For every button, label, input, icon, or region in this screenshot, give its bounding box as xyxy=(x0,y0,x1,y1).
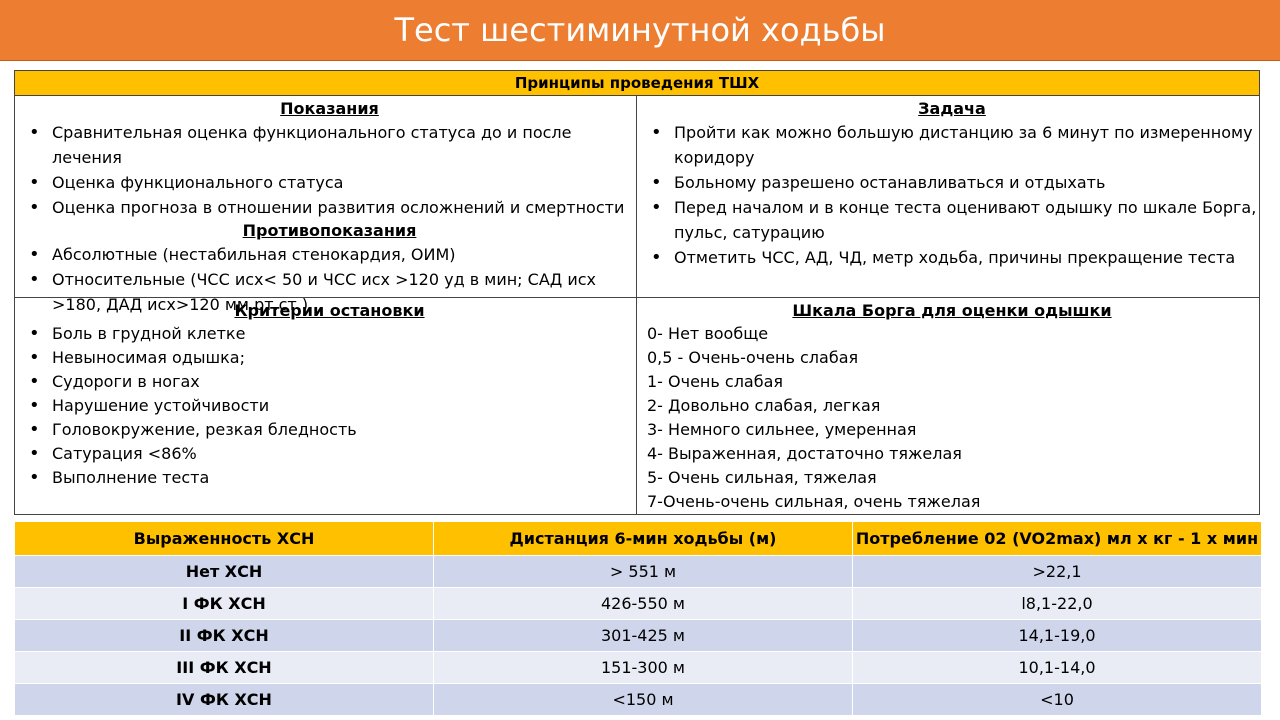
borg-title: Шкала Борга для оценки одышки xyxy=(792,301,1112,320)
task-cell xyxy=(637,96,1259,298)
list-item: • Нарушение устойчивости xyxy=(25,394,634,418)
table-row xyxy=(15,588,1262,620)
indications-title: Показания xyxy=(280,99,379,118)
table-cell: III ФК ХСН xyxy=(15,652,434,684)
list-item: • Сравнительная оценка функционального статуса до и после лечения xyxy=(25,120,634,170)
task-list xyxy=(647,120,1257,270)
list-item: • Абсолютные (нестабильная стенокардия, ОИМ) xyxy=(25,242,634,267)
task-title: Задача xyxy=(918,99,986,118)
borg-item: 7-Очень-очень сильная, очень тяжелая xyxy=(647,492,981,511)
page-title: Тест шестиминутной ходьбы xyxy=(394,11,886,49)
table-cell: <150 м xyxy=(434,684,853,716)
list-item: • Невыносимая одышка; xyxy=(25,346,634,370)
table-cell: Нет ХСН xyxy=(15,556,434,588)
list-item: • Больному разрешено останавливаться и отдыхать xyxy=(647,170,1257,195)
table-cell: 426-550 м xyxy=(434,588,853,620)
stop-criteria-cell xyxy=(15,298,637,514)
borg-item: 0,5 - Очень-очень слабая xyxy=(647,348,859,367)
list-item: • Оценка прогноза в отношении развития осложнений и смертности xyxy=(25,195,634,220)
heart-failure-table xyxy=(14,521,1262,716)
borg-item: 1- Очень слабая xyxy=(647,372,784,391)
table-row xyxy=(15,556,1262,588)
stop-criteria-list xyxy=(25,322,634,490)
contraindications-list xyxy=(25,242,634,317)
table-cell: <10 xyxy=(853,684,1262,716)
principles-header: Принципы проведения ТШХ xyxy=(15,71,1259,96)
list-item: • Сатурация <86% xyxy=(25,442,634,466)
borg-cell xyxy=(637,298,1259,514)
contraindications-title: Противопоказания xyxy=(242,221,417,240)
list-item: • Перед началом и в конце теста оценивают одышку по шкале Борга, пульс, сатурацию xyxy=(647,195,1257,245)
borg-item: 4- Выраженная, достаточно тяжелая xyxy=(647,444,962,463)
column-header: Выраженность ХСН xyxy=(15,522,434,556)
table-row xyxy=(15,684,1262,716)
column-header: Дистанция 6-мин ходьбы (м) xyxy=(434,522,853,556)
table-cell: IV ФК ХСН xyxy=(15,684,434,716)
table-cell: l8,1-22,0 xyxy=(853,588,1262,620)
table-row xyxy=(15,652,1262,684)
indications-list xyxy=(25,120,634,220)
list-item: • Отметить ЧСС, АД, ЧД, метр ходьба, причины прекращение теста xyxy=(647,245,1257,270)
list-item: • Боль в грудной клетке xyxy=(25,322,634,346)
borg-item: 2- Довольно слабая, легкая xyxy=(647,396,881,415)
borg-item: 5- Очень сильная, тяжелая xyxy=(647,468,877,487)
list-item: • Оценка функционального статуса xyxy=(25,170,634,195)
table-cell: 151-300 м xyxy=(434,652,853,684)
list-item: • Относительные (ЧСС исх< 50 и ЧСС исх >120 уд в мин; САД исх >180, ДАД исх>120 мм.рт.ст.) xyxy=(25,267,634,317)
list-item: • Пройти как можно большую дистанцию за 6 минут по измеренному коридору xyxy=(647,120,1257,170)
title-bar xyxy=(0,0,1280,61)
list-item: • Выполнение теста xyxy=(25,466,634,490)
table-row xyxy=(15,620,1262,652)
borg-item: 0- Нет вообще xyxy=(647,324,769,343)
table-cell: 10,1-14,0 xyxy=(853,652,1262,684)
table-cell: II ФК ХСН xyxy=(15,620,434,652)
table-cell: > 551 м xyxy=(434,556,853,588)
column-header: Потребление 02 (VO2max) мл х кг - 1 х мин xyxy=(853,522,1262,556)
principles-box xyxy=(14,70,1260,515)
borg-item: 3- Немного сильнее, умеренная xyxy=(647,420,917,439)
table-cell: 301-425 м xyxy=(434,620,853,652)
table-cell: >22,1 xyxy=(853,556,1262,588)
table-header-row xyxy=(15,522,1262,556)
list-item: • Судороги в ногах xyxy=(25,370,634,394)
stop-criteria-title: Критерии остановки xyxy=(234,301,425,320)
list-item: • Головокружение, резкая бледность xyxy=(25,418,634,442)
table-cell: 14,1-19,0 xyxy=(853,620,1262,652)
table-cell: I ФК ХСН xyxy=(15,588,434,620)
principles-row-2 xyxy=(15,298,1259,514)
